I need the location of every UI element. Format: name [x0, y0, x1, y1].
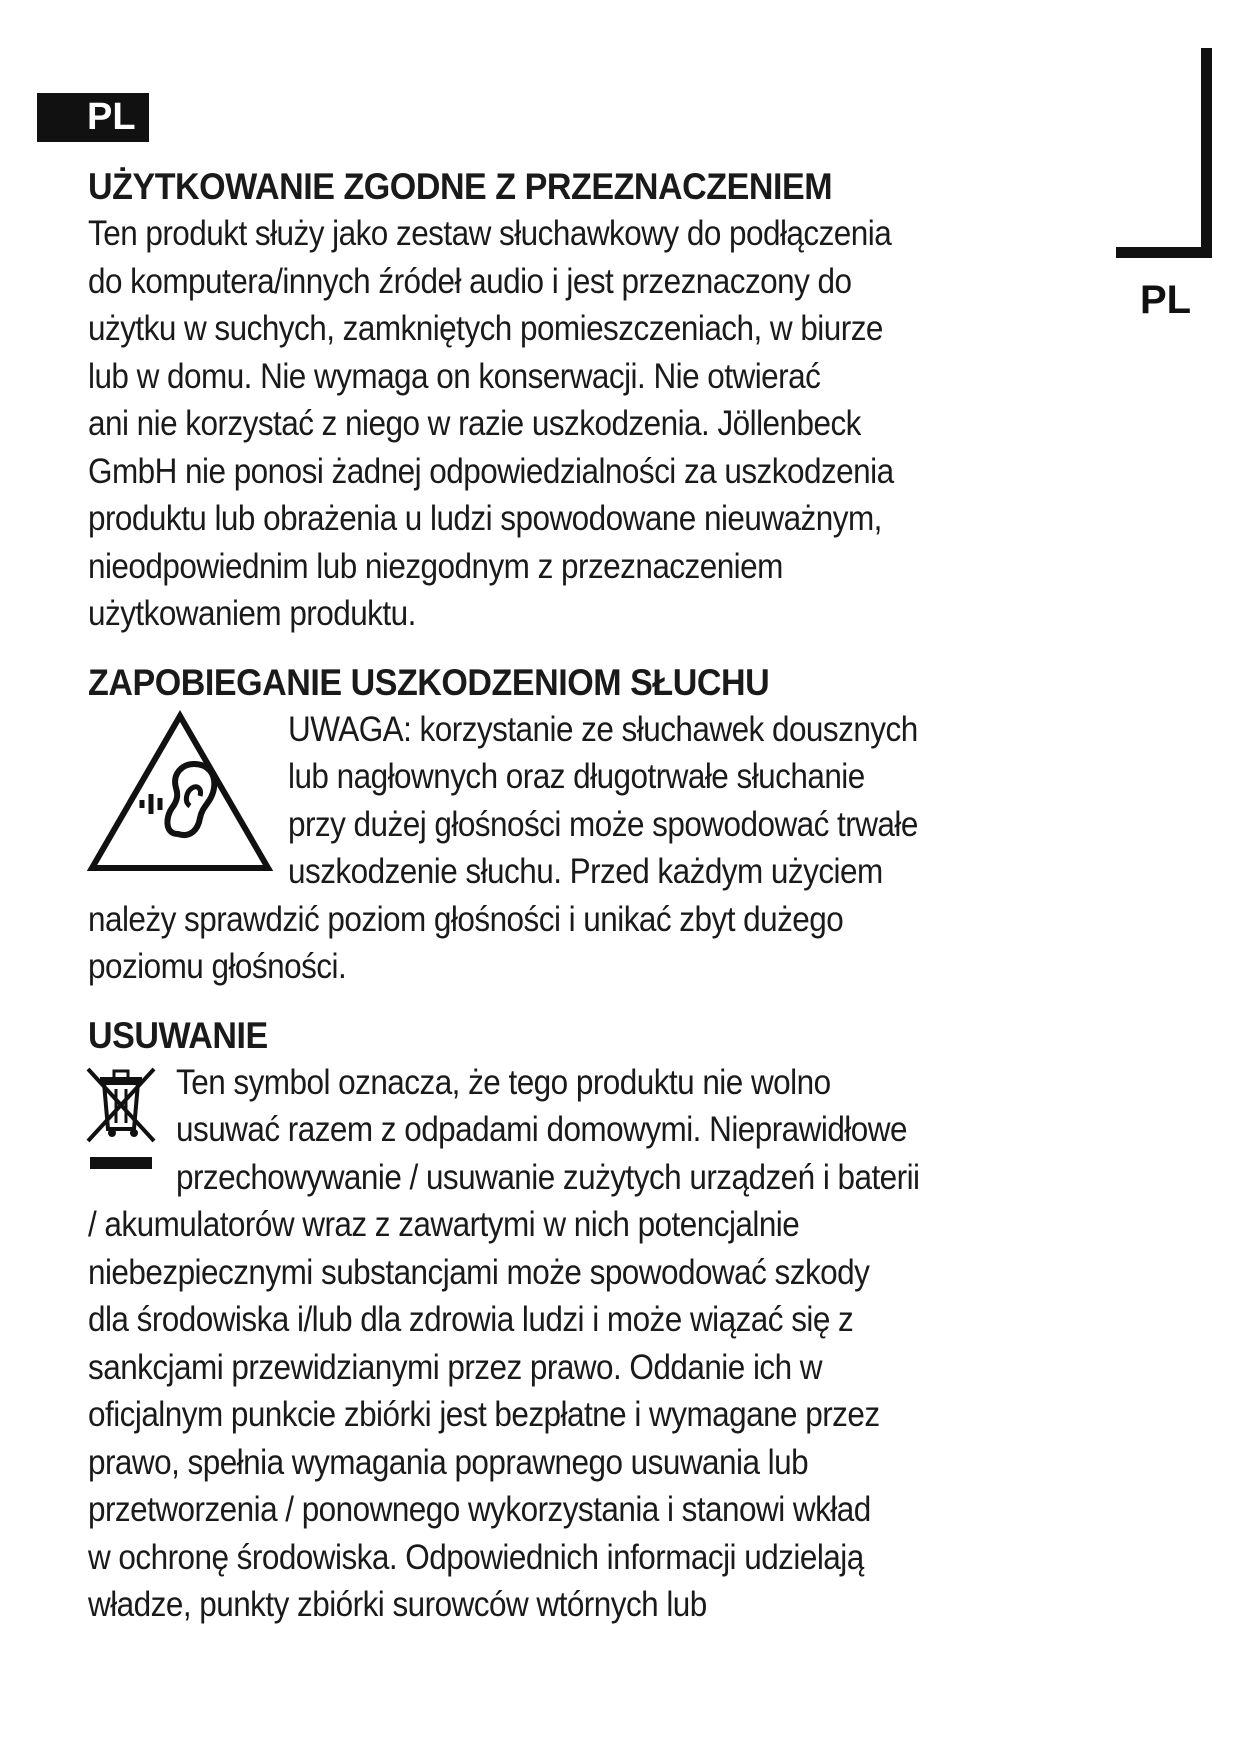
corner-crop-mark	[1116, 48, 1212, 258]
section-text	[88, 896, 1078, 991]
text-line: w ochronę środowiska. Odpowiednich informacji udzielają	[88, 1537, 864, 1577]
text-line: lub nagłownych oraz długotrwałe słuchanie	[288, 757, 865, 796]
text-line: produktu lub obrażenia u ludzi spowodowane nieuważnym,	[88, 499, 882, 538]
text-line: prawo, spełnia wymagania poprawnego usuwania lub	[88, 1442, 809, 1482]
side-language-label: PL	[1140, 278, 1192, 322]
section-intended-use	[88, 164, 1078, 638]
text-line: przetworzenia / ponownego wykorzystania i stanowi wkład	[88, 1490, 871, 1529]
text-line: oficjalnym punkcie zbiórki jest bezpłatne i wymagane przez	[88, 1395, 880, 1434]
text-line: sankcjami przewidzianymi przez prawo. Oddanie ich w	[88, 1347, 823, 1387]
text-line: nieodpowiednim lub niezgodnym z przeznaczeniem	[88, 546, 783, 586]
crossed-bin-icon	[84, 1063, 160, 1179]
text-line: poziomu głośności.	[88, 947, 347, 986]
section-text	[88, 1201, 1078, 1629]
disposal-block	[88, 1059, 1078, 1202]
text-line: należy sprawdzić poziom głośności i unikać zbyt dużego	[88, 899, 844, 939]
text-line: użytkowaniem produktu.	[88, 594, 416, 633]
document-body	[88, 164, 1078, 1629]
hearing-warning-icon	[86, 710, 274, 876]
text-line: / akumulatorów wraz z zawartymi w nich potencjalnie	[88, 1205, 800, 1244]
text-line: uszkodzenie słuchu. Przed każdym użyciem	[288, 852, 883, 891]
text-line: UWAGA: korzystanie ze słuchawek dousznych	[288, 709, 918, 749]
section-text	[88, 210, 1078, 638]
section-heading: USUWANIE	[88, 1014, 268, 1056]
text-line: Ten produkt służy jako zestaw słuchawkowy do podłączenia	[88, 214, 892, 253]
text-line: przechowywanie / usuwanie zużytych urządzeń i baterii	[176, 1157, 920, 1197]
section-disposal	[88, 1013, 1078, 1629]
section-text-indented	[88, 1059, 1078, 1202]
corner-mark-horizontal	[1116, 247, 1212, 258]
text-line: lub w domu. Nie wymaga on konserwacji. Nie otwierać	[88, 356, 821, 396]
text-line: przy dużej głośności może spowodować trwałe	[288, 804, 918, 844]
text-line: Ten symbol oznacza, że tego produktu nie wolno	[176, 1062, 831, 1102]
language-badge: PL	[37, 93, 149, 142]
text-line: ani nie korzystać z niego w razie uszkodzenia. Jöllenbeck	[88, 404, 861, 443]
text-line: do komputera/innych źródeł audio i jest przeznaczony do	[88, 261, 852, 301]
corner-mark-vertical	[1201, 48, 1212, 258]
text-line: dla środowiska i/lub dla zdrowia ludzi i może wiązać się z	[88, 1300, 854, 1339]
section-hearing-protection	[88, 660, 1078, 991]
hearing-warning-block	[88, 706, 1078, 896]
text-line: niebezpiecznymi substancjami może spowodować szkody	[88, 1252, 870, 1292]
section-heading: ZAPOBIEGANIE USZKODZENIOM SŁUCHU	[88, 661, 770, 703]
section-heading: UŻYTKOWANIE ZGODNE Z PRZEZNACZENIEM	[88, 166, 833, 207]
text-line: GmbH nie ponosi żadnej odpowiedzialności za uszkodzenia	[88, 451, 894, 491]
text-line: władze, punkty zbiórki surowców wtórnych lub	[88, 1585, 707, 1624]
text-line: użytku w suchych, zamkniętych pomieszczeniach, w biurze	[88, 309, 883, 348]
text-line: usuwać razem z odpadami domowymi. Nieprawidłowe	[176, 1110, 907, 1149]
